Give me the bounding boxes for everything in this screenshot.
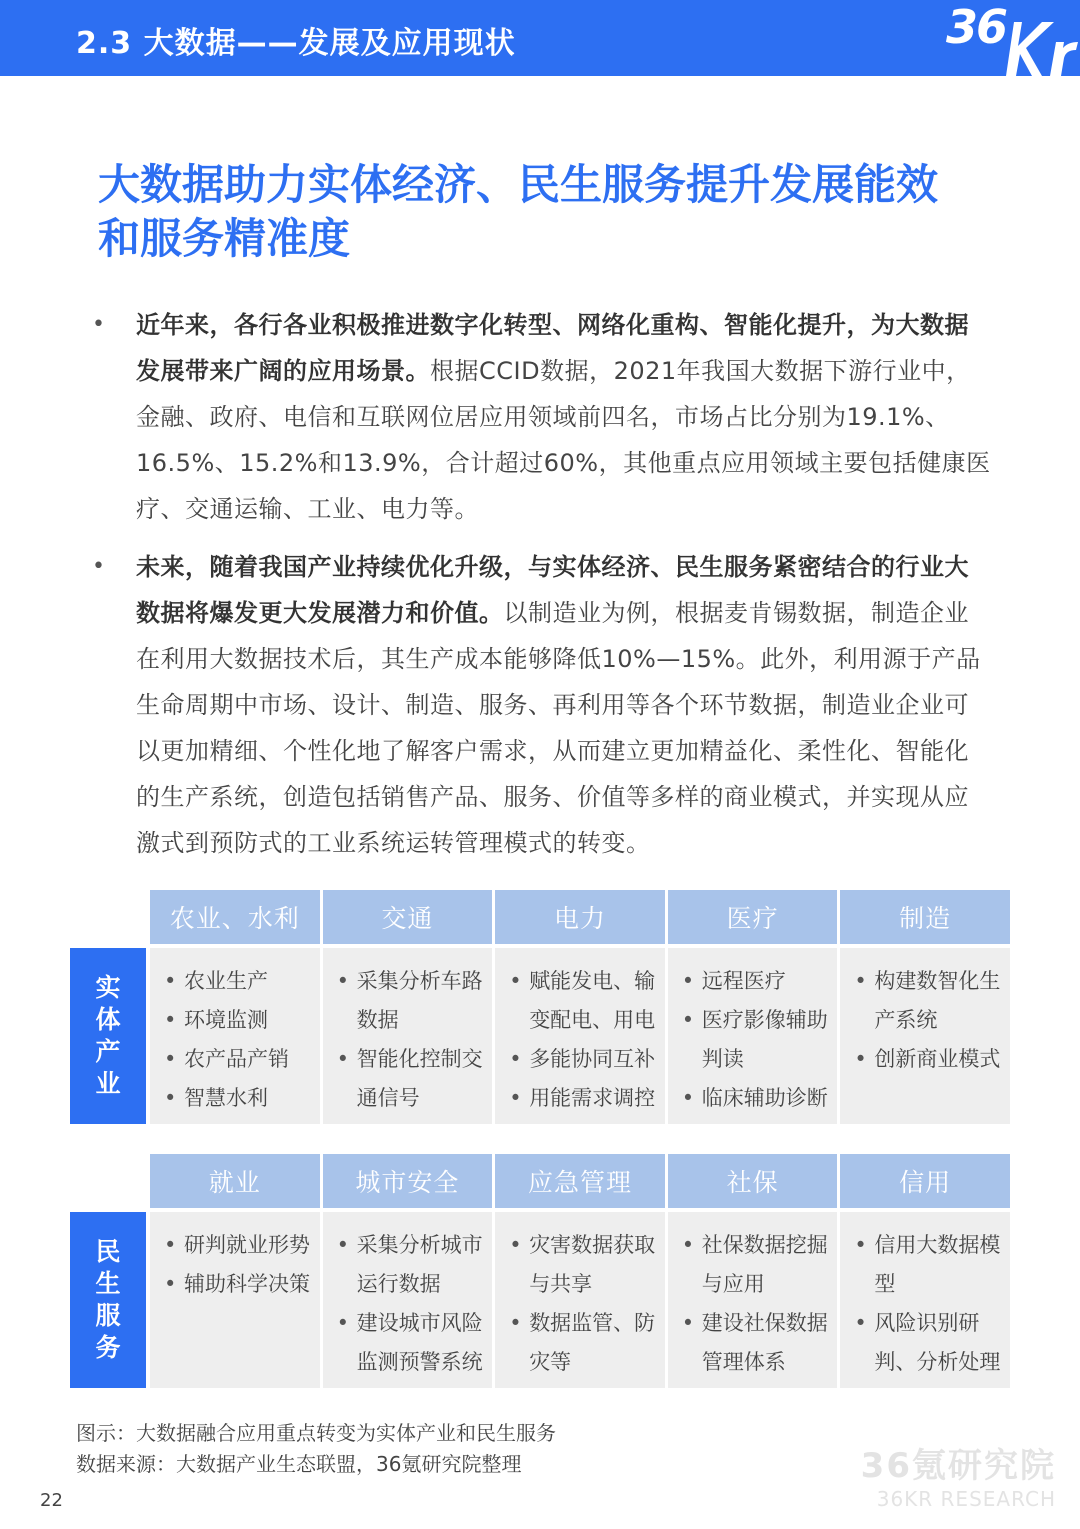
bullet-2-text: 以制造业为例，根据麦肯锡数据，制造企业在利用大数据技术后，其生产成本能够降低10%—15%。此外，利用源于产品生命周期中市场、设计、制造、服务、再利用等各个环节数据，制造业企业可以更加精细、个性化地了解客户需求，从而建立更加精益化、柔性化、智能化的生产系统，创造包括销售产品、服务、价值等多样的商业模式，并实现从应激式到预防式的工业系统运转管理模式的转变。	[136, 599, 981, 857]
caption-source: 数据来源：大数据产业生态联盟，36氪研究院整理	[76, 1452, 522, 1476]
list-item: • 智能化控制交通信号	[333, 1040, 487, 1118]
body-cell-power	[495, 948, 665, 1124]
header-cell: 就业	[150, 1154, 320, 1208]
bullet-list	[92, 302, 992, 878]
section-title: 2.3 大数据——发展及应用现状	[76, 26, 516, 61]
header-cell: 信用	[840, 1154, 1010, 1208]
list-item: • 信用大数据模型	[850, 1226, 1004, 1304]
page-title-line-1: 大数据助力实体经济、民生服务提升发展能效	[98, 160, 939, 209]
36kr-logo	[940, 0, 1080, 76]
list-item: • 研判就业形势	[160, 1226, 314, 1265]
side-char: 业	[95, 1069, 121, 1098]
list-item: • 用能需求调控	[505, 1079, 659, 1118]
header-cell: 城市安全	[323, 1154, 493, 1208]
body-cell-city-safety	[323, 1212, 493, 1388]
logo-kr-icon	[998, 2, 1080, 78]
bullet-2-bold: 未来，随着我国产业持续优化升级，与实体经济、民生服务紧密结合的行业大数据将爆发更大发展潜力和价值。	[136, 553, 969, 627]
header-cell: 电力	[495, 890, 665, 944]
watermark-en: 36KR RESEARCH	[876, 1487, 1056, 1511]
list-item: • 风险识别研判、分析处理	[850, 1304, 1004, 1382]
body-cell-social-security	[668, 1212, 838, 1388]
page-title	[98, 158, 998, 266]
side-char: 服	[95, 1301, 121, 1330]
body-cell-emergency	[495, 1212, 665, 1388]
header-cell: 交通	[323, 890, 493, 944]
side-char: 民	[95, 1237, 121, 1266]
watermark-cn: 36氪研究院	[860, 1446, 1056, 1486]
header-cell: 农业、水利	[150, 890, 320, 944]
side-label-real-economy	[70, 948, 146, 1124]
list-item: • 农业生产	[160, 962, 314, 1001]
body-cell-medical	[668, 948, 838, 1124]
list-item: • 环境监测	[160, 1001, 314, 1040]
side-label-livelihood	[70, 1212, 146, 1388]
body-cell-transport	[323, 948, 493, 1124]
logo-number: 36	[946, 0, 1007, 54]
list-item: • 赋能发电、输变配电、用电	[505, 962, 659, 1040]
page-title-line-2: 和服务精准度	[98, 214, 351, 263]
bullet-item-1	[92, 302, 992, 532]
body-cell-manufacturing	[840, 948, 1010, 1124]
table-header-row	[150, 1154, 1010, 1208]
list-item: • 医疗影像辅助判读	[678, 1001, 832, 1079]
page-number: 22	[40, 1490, 63, 1511]
bullet-1-text: 根据CCID数据，2021年我国大数据下游行业中，金融、政府、电信和互联网位居应用领域前四名，市场占比分别为19.1%、16.5%、15.2%和13.9%，合计超过60%，其他重点应用领域主要包括健康医疗、交通运输、工业、电力等。	[136, 357, 991, 523]
list-item: • 建设城市风险监测预警系统	[333, 1304, 487, 1382]
figure-caption	[76, 1418, 556, 1480]
table-body-row	[150, 1212, 1010, 1388]
bullet-dot-icon: •	[92, 312, 106, 337]
bullet-item-2	[92, 544, 992, 866]
side-char: 实	[95, 973, 121, 1002]
body-cell-agriculture	[150, 948, 320, 1124]
list-item: • 构建数智化生产系统	[850, 962, 1004, 1040]
caption-figure: 图示：大数据融合应用重点转变为实体产业和民生服务	[76, 1421, 556, 1445]
side-char: 生	[95, 1269, 121, 1298]
list-item: • 多能协同互补	[505, 1040, 659, 1079]
header-cell: 社保	[668, 1154, 838, 1208]
body-cell-employment	[150, 1212, 320, 1388]
side-char: 产	[95, 1037, 121, 1066]
list-item: • 灾害数据获取与共享	[505, 1226, 659, 1304]
list-item: • 远程医疗	[678, 962, 832, 1001]
list-item: • 社保数据挖掘与应用	[678, 1226, 832, 1304]
list-item: • 临床辅助诊断	[678, 1079, 832, 1118]
table-header-row	[150, 890, 1010, 944]
list-item: • 数据监管、防灾等	[505, 1304, 659, 1382]
table-body-row	[150, 948, 1010, 1124]
list-item: • 采集分析车路数据	[333, 962, 487, 1040]
list-item: • 创新商业模式	[850, 1040, 1004, 1079]
header-cell: 应急管理	[495, 1154, 665, 1208]
header-cell: 制造	[840, 890, 1010, 944]
side-char: 体	[95, 1005, 121, 1034]
header-cell: 医疗	[668, 890, 838, 944]
list-item: • 建设社保数据管理体系	[678, 1304, 832, 1382]
header-bar	[0, 0, 1080, 76]
bullet-1-bold: 近年来，各行各业积极推进数字化转型、网络化重构、智能化提升，为大数据发展带来广阔的应用场景。	[136, 311, 969, 385]
list-item: • 智慧水利	[160, 1079, 314, 1118]
body-cell-credit	[840, 1212, 1010, 1388]
list-item: • 采集分析城市运行数据	[333, 1226, 487, 1304]
list-item: • 辅助科学决策	[160, 1265, 314, 1304]
watermark	[861, 1438, 1056, 1511]
bullet-dot-icon: •	[92, 554, 106, 579]
side-char: 务	[95, 1333, 121, 1362]
list-item: • 农产品产销	[160, 1040, 314, 1079]
